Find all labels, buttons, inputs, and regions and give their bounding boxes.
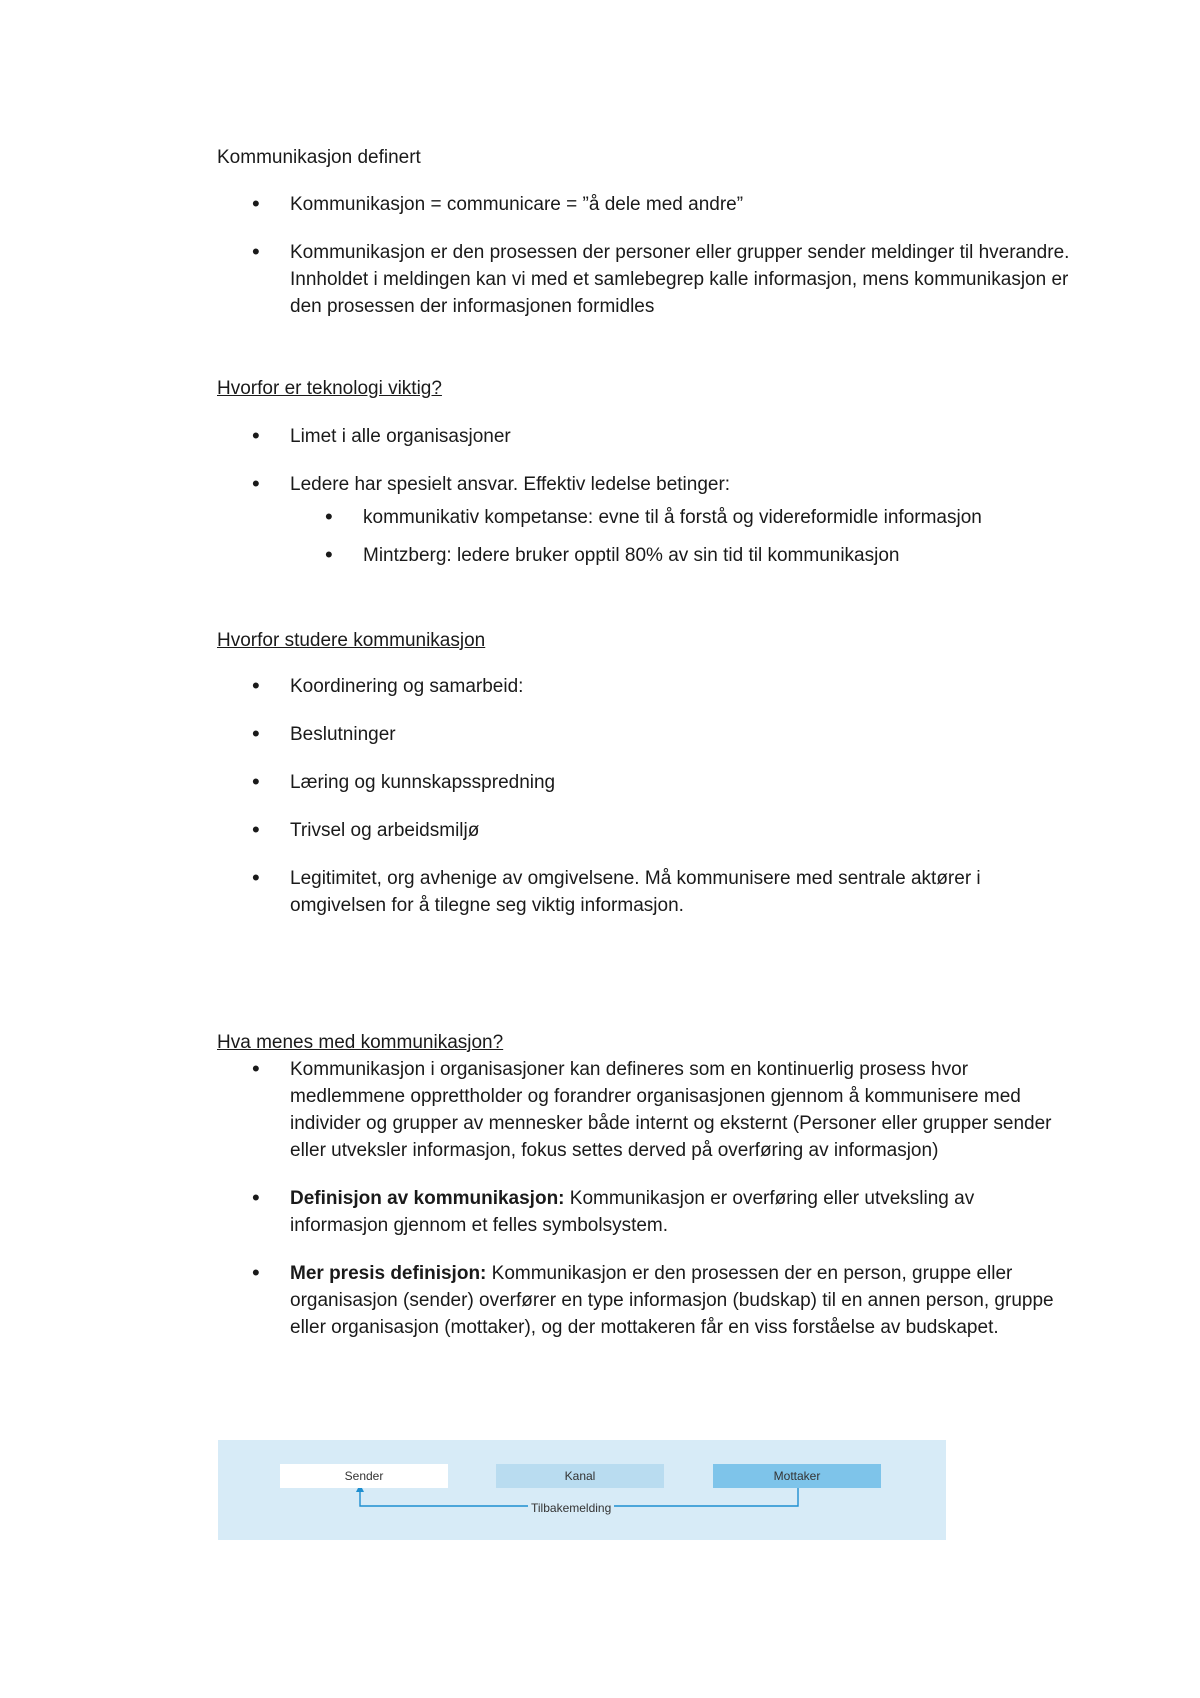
list-item: • Koordinering og samarbeid: (290, 673, 1070, 700)
communication-diagram (218, 1440, 946, 1540)
definition-text: Kommunikasjon er overføring eller utveksling av informasjon gjennom et felles symbolsystem. (290, 1188, 975, 1236)
list-item-definition (290, 1260, 1070, 1341)
sublist-ledelse (363, 504, 1070, 569)
list-item (290, 471, 1070, 569)
list-item: • Kommunikasjon er den prosessen der personer eller grupper sender meldinger til hverandre. Innholdet i meldingen kan vi med et samlebegrep kalle informasjon, mens kommunikasjon er den prosessen der informasjonen formidles (290, 239, 1070, 320)
list-item: • Beslutninger (290, 721, 1070, 748)
list-item: • Legitimitet, org avhenige av omgivelsene. Må kommunisere med sentrale aktører i omgivelsen for å tilegne seg viktig informasjon. (290, 865, 1070, 919)
mottaker-box: Mottaker (713, 1464, 881, 1488)
sub-list-item: • kommunikativ kompetanse: evne til å forstå og videreformidle informasjon (363, 504, 1070, 531)
definition-text: Kommunikasjon er den prosessen der en person, gruppe eller organisasjon (sender) overfører en type informasjon (budskap) til en annen person, gruppe eller organisasjon (mottaker), og der mottakeren får en viss forståelse av budskapet. (290, 1263, 1054, 1338)
heading-kommunikasjon-definert: Kommunikasjon definert (217, 147, 421, 168)
feedback-label: Tilbakemelding (528, 1501, 614, 1515)
list-kommunikasjon-definert (290, 191, 1070, 341)
list-item: • Læring og kunnskapsspredning (290, 769, 1070, 796)
list-hvorfor-studere (290, 673, 1070, 940)
heading-hvorfor-teknologi: Hvorfor er teknologi viktig? (217, 378, 442, 399)
list-hva-menes (290, 1056, 1070, 1362)
list-item: • Trivsel og arbeidsmiljø (290, 817, 1070, 844)
heading-hva-menes: Hva menes med kommunikasjon? (217, 1032, 504, 1053)
list-item: • Kommunikasjon = communicare = ”å dele med andre” (290, 191, 1070, 218)
list-item-definition (290, 1185, 1070, 1239)
definition-term: Mer presis definisjon: (290, 1263, 487, 1284)
feedback-arrow (218, 1440, 946, 1540)
heading-hvorfor-studere: Hvorfor studere kommunikasjon (217, 630, 486, 651)
list-item: • Kommunikasjon i organisasjoner kan defineres som en kontinuerlig prosess hvor medlemmene opprettholder og forandrer organisasjonen gjennom å kommunisere med individer og grupper av mennesker både internt og eksternt (Personer eller grupper sender eller utveksler informasjon, fokus settes derved på overføring av informasjon) (290, 1056, 1070, 1164)
sender-box: Sender (280, 1464, 448, 1488)
sub-list-item: • Mintzberg: ledere bruker opptil 80% av sin tid til kommunikasjon (363, 542, 1070, 569)
kanal-box: Kanal (496, 1464, 664, 1488)
list-hvorfor-teknologi (290, 423, 1070, 590)
list-item-text: Ledere har spesielt ansvar. Effektiv ledelse betinger: (290, 474, 731, 495)
list-item: • Limet i alle organisasjoner (290, 423, 1070, 450)
definition-term: Definisjon av kommunikasjon: (290, 1188, 565, 1209)
